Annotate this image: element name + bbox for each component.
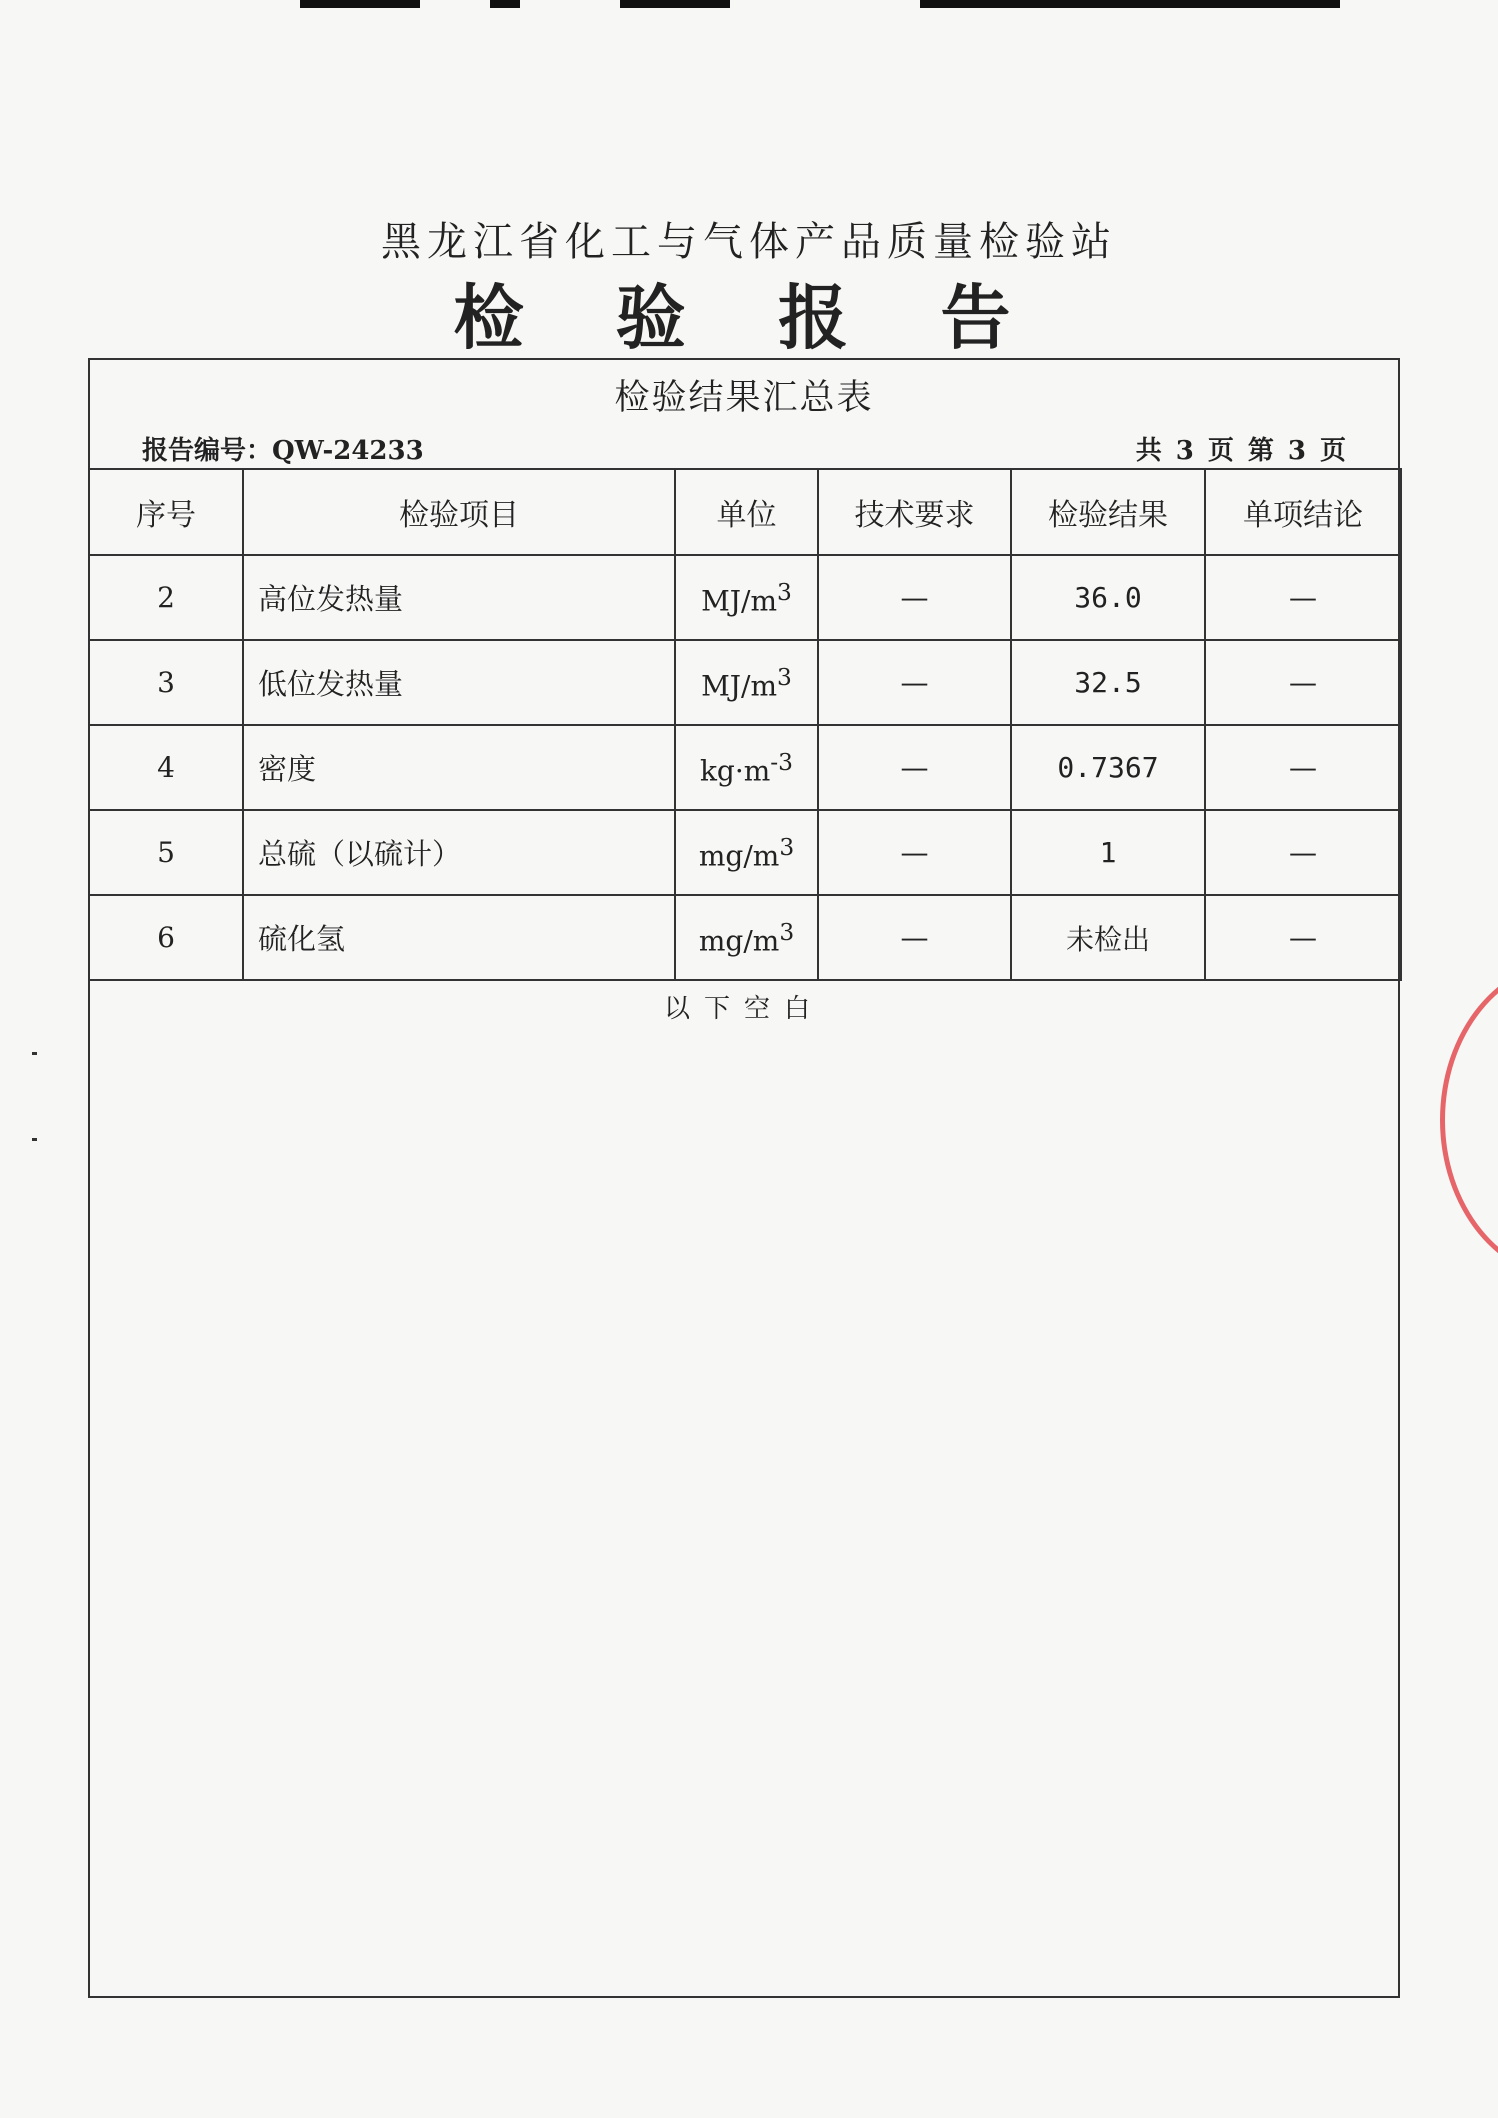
cell-unit: [675, 555, 818, 640]
scan-artifact: [620, 0, 730, 8]
table-row: [89, 725, 1401, 810]
cell-no: 2: [89, 555, 243, 640]
unit-base: mg/m: [698, 924, 780, 958]
col-header-result: 检验结果: [1011, 469, 1205, 555]
page-total-unit: 页: [1207, 436, 1234, 466]
page-current: 3: [1287, 436, 1306, 466]
table-row: [89, 810, 1401, 895]
cell-result: 1: [1011, 810, 1205, 895]
page-total-label: 共: [1135, 436, 1162, 466]
cell-conclusion: —: [1205, 725, 1401, 810]
unit-superscript: 3: [777, 662, 792, 691]
organization-name: 黑龙江省化工与气体产品质量检验站: [381, 219, 1117, 265]
report-frame: [88, 358, 1400, 1998]
cell-requirement: —: [818, 555, 1011, 640]
page-indicator: [1136, 430, 1346, 467]
cell-conclusion: —: [1205, 640, 1401, 725]
unit-superscript: 3: [779, 832, 795, 861]
col-header-requirement: 技术要求: [818, 469, 1011, 555]
scan-artifact: [490, 0, 520, 8]
cell-conclusion: —: [1205, 810, 1401, 895]
cell-item: 密度: [243, 725, 675, 810]
cell-item: 高位发热量: [243, 555, 675, 640]
page-current-unit: 页: [1319, 436, 1346, 466]
official-seal-stamp: [1440, 960, 1498, 1280]
cell-conclusion: —: [1205, 895, 1401, 980]
col-header-no: 序号: [89, 469, 243, 555]
cell-no: 5: [89, 810, 243, 895]
scan-artifact: [32, 1052, 37, 1055]
scan-artifact: [300, 0, 420, 8]
cell-item: 低位发热量: [243, 640, 675, 725]
cell-item: 总硫（以硫计）: [243, 810, 675, 895]
unit-superscript: 3: [779, 917, 795, 946]
table-row: [89, 555, 1401, 640]
table-row: [89, 640, 1401, 725]
cell-result: 未检出: [1011, 895, 1205, 980]
summary-table-title: 检验结果汇总表: [614, 378, 874, 418]
blank-below-note: 以下空白: [663, 994, 824, 1024]
cell-requirement: —: [818, 895, 1011, 980]
col-header-item: 检验项目: [243, 469, 675, 555]
cell-item: 硫化氢: [243, 895, 675, 980]
results-table: [88, 468, 1402, 981]
page-current-label: 第: [1247, 436, 1274, 466]
scan-artifact: [920, 0, 1340, 8]
unit-superscript: 3: [777, 577, 792, 606]
cell-unit: [675, 895, 818, 980]
report-number-label: 报告编号：: [142, 436, 273, 466]
scan-artifact: [32, 1138, 37, 1141]
unit-base: MJ/m: [701, 669, 778, 703]
col-header-unit: 单位: [675, 469, 818, 555]
report-number: [142, 430, 424, 467]
report-title: 检 验 报 告: [453, 276, 1045, 359]
cell-requirement: —: [818, 810, 1011, 895]
cell-requirement: —: [818, 640, 1011, 725]
col-header-conclusion: 单项结论: [1205, 469, 1401, 555]
cell-result: 0.7367: [1011, 725, 1205, 810]
cell-conclusion: —: [1205, 555, 1401, 640]
cell-no: 6: [89, 895, 243, 980]
cell-result: 36.0: [1011, 555, 1205, 640]
cell-result: 32.5: [1011, 640, 1205, 725]
unit-base: mg/m: [698, 839, 780, 873]
cell-unit: [675, 810, 818, 895]
page-total: 3: [1175, 436, 1194, 466]
table-row: [89, 895, 1401, 980]
cell-no: 4: [89, 725, 243, 810]
cell-unit: [675, 640, 818, 725]
unit-superscript: -3: [770, 747, 794, 776]
cell-unit: [675, 725, 818, 810]
report-number-value: QW-24233: [272, 436, 424, 466]
unit-base: MJ/m: [701, 584, 778, 618]
unit-base: kg·m: [699, 754, 771, 788]
table-header-row: [89, 469, 1401, 555]
cell-requirement: —: [818, 725, 1011, 810]
cell-no: 3: [89, 640, 243, 725]
top-scan-strip: [0, 0, 1498, 12]
